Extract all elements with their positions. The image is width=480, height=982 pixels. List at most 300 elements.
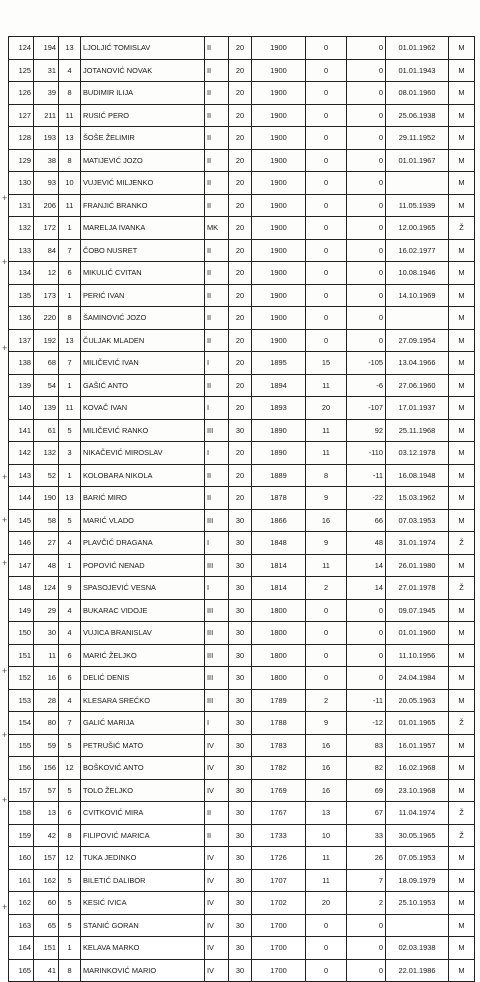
cell-k-factor: 30 xyxy=(229,802,252,825)
cell-id-number: 31 xyxy=(34,59,59,82)
cell-category: I xyxy=(205,712,229,735)
cell-row-number: 153 xyxy=(9,689,34,712)
cell-games: 0 xyxy=(306,82,347,105)
cell-rating: 1800 xyxy=(252,599,306,622)
cell-rating-change: 0 xyxy=(347,127,386,150)
cell-rating: 1769 xyxy=(252,779,306,802)
cell-rating-change: 0 xyxy=(347,37,386,60)
table-row xyxy=(9,172,475,195)
cell-player-name: KLESARA SREĆKO xyxy=(81,689,205,712)
cell-player-name: MARINKOVIĆ MARIO xyxy=(81,959,205,982)
cell-id-number: 29 xyxy=(34,599,59,622)
cell-club-number: 6 xyxy=(59,802,81,825)
cell-birth-date xyxy=(386,307,449,330)
cell-k-factor: 20 xyxy=(229,397,252,420)
cell-rating-change: 0 xyxy=(347,262,386,285)
cell-k-factor: 30 xyxy=(229,712,252,735)
cell-birth-date: 10.08.1946 xyxy=(386,262,449,285)
cell-category: IV xyxy=(205,914,229,937)
cell-rating: 1893 xyxy=(252,397,306,420)
cell-id-number: 28 xyxy=(34,689,59,712)
table-row xyxy=(9,149,475,172)
cell-club-number: 13 xyxy=(59,487,81,510)
cell-birth-date: 15.03.1962 xyxy=(386,487,449,510)
cell-rating: 1800 xyxy=(252,667,306,690)
cell-birth-date: 24.04.1984 xyxy=(386,667,449,690)
cell-category: III xyxy=(205,667,229,690)
cell-category: II xyxy=(205,194,229,217)
margin-mark: + xyxy=(2,472,8,482)
cell-row-number: 161 xyxy=(9,869,34,892)
cell-games: 13 xyxy=(306,802,347,825)
cell-rating: 1900 xyxy=(252,194,306,217)
cell-rating-change: 0 xyxy=(347,104,386,127)
cell-gender: M xyxy=(449,194,475,217)
cell-games: 16 xyxy=(306,757,347,780)
cell-birth-date: 27.01.1978 xyxy=(386,577,449,600)
cell-row-number: 140 xyxy=(9,397,34,420)
cell-games: 16 xyxy=(306,509,347,532)
cell-games: 8 xyxy=(306,464,347,487)
cell-k-factor: 30 xyxy=(229,779,252,802)
cell-player-name: TUKA JEDINKO xyxy=(81,847,205,870)
cell-games: 2 xyxy=(306,689,347,712)
cell-k-factor: 20 xyxy=(229,307,252,330)
cell-rating-change: 83 xyxy=(347,734,386,757)
cell-rating-change: -110 xyxy=(347,442,386,465)
cell-player-name: RUSIĆ PERO xyxy=(81,104,205,127)
cell-rating-change: -105 xyxy=(347,352,386,375)
cell-rating: 1894 xyxy=(252,374,306,397)
cell-club-number: 5 xyxy=(59,779,81,802)
cell-rating-change: 66 xyxy=(347,509,386,532)
cell-player-name: TOLO ŽELJKO xyxy=(81,779,205,802)
cell-category: II xyxy=(205,149,229,172)
cell-id-number: 68 xyxy=(34,352,59,375)
cell-gender: M xyxy=(449,734,475,757)
cell-category: IV xyxy=(205,757,229,780)
cell-player-name: GAŠIĆ ANTO xyxy=(81,374,205,397)
margin-mark: + xyxy=(2,515,8,525)
cell-rating: 1900 xyxy=(252,329,306,352)
cell-games: 10 xyxy=(306,824,347,847)
cell-id-number: 132 xyxy=(34,442,59,465)
table-row xyxy=(9,532,475,555)
cell-rating: 1889 xyxy=(252,464,306,487)
cell-id-number: 162 xyxy=(34,869,59,892)
cell-id-number: 193 xyxy=(34,127,59,150)
cell-gender: M xyxy=(449,374,475,397)
cell-k-factor: 20 xyxy=(229,464,252,487)
cell-category: IV xyxy=(205,779,229,802)
cell-gender: M xyxy=(449,284,475,307)
cell-category: III xyxy=(205,599,229,622)
cell-birth-date: 20.05.1963 xyxy=(386,689,449,712)
table-row xyxy=(9,712,475,735)
cell-rating: 1814 xyxy=(252,577,306,600)
cell-row-number: 136 xyxy=(9,307,34,330)
cell-id-number: 58 xyxy=(34,509,59,532)
cell-k-factor: 20 xyxy=(229,149,252,172)
cell-k-factor: 20 xyxy=(229,239,252,262)
cell-id-number: 192 xyxy=(34,329,59,352)
cell-rating: 1800 xyxy=(252,644,306,667)
cell-k-factor: 30 xyxy=(229,757,252,780)
cell-id-number: 220 xyxy=(34,307,59,330)
cell-player-name: MILIČEVIĆ RANKO xyxy=(81,419,205,442)
cell-category: II xyxy=(205,464,229,487)
cell-club-number: 5 xyxy=(59,509,81,532)
cell-games: 0 xyxy=(306,667,347,690)
cell-player-name: MILIČEVIĆ IVAN xyxy=(81,352,205,375)
cell-id-number: 61 xyxy=(34,419,59,442)
cell-birth-date: 27.06.1960 xyxy=(386,374,449,397)
cell-id-number: 80 xyxy=(34,712,59,735)
cell-birth-date: 09.07.1945 xyxy=(386,599,449,622)
cell-birth-date: 03.12.1978 xyxy=(386,442,449,465)
cell-club-number: 1 xyxy=(59,937,81,960)
cell-club-number: 1 xyxy=(59,464,81,487)
cell-birth-date: 29.11.1952 xyxy=(386,127,449,150)
cell-id-number: 93 xyxy=(34,172,59,195)
cell-player-name: JOTANOVIĆ NOVAK xyxy=(81,59,205,82)
cell-id-number: 42 xyxy=(34,824,59,847)
cell-category: II xyxy=(205,262,229,285)
cell-rating: 1767 xyxy=(252,802,306,825)
cell-club-number: 13 xyxy=(59,37,81,60)
cell-row-number: 147 xyxy=(9,554,34,577)
cell-rating: 1900 xyxy=(252,127,306,150)
cell-gender: Ž xyxy=(449,532,475,555)
cell-row-number: 155 xyxy=(9,734,34,757)
table-row xyxy=(9,374,475,397)
cell-rating-change: 67 xyxy=(347,802,386,825)
cell-club-number: 5 xyxy=(59,892,81,915)
cell-row-number: 137 xyxy=(9,329,34,352)
cell-row-number: 129 xyxy=(9,149,34,172)
cell-player-name: BARIĆ MIRO xyxy=(81,487,205,510)
table-row xyxy=(9,667,475,690)
cell-rating: 1726 xyxy=(252,847,306,870)
cell-club-number: 4 xyxy=(59,599,81,622)
cell-rating: 1900 xyxy=(252,239,306,262)
cell-birth-date: 16.08.1948 xyxy=(386,464,449,487)
cell-club-number: 7 xyxy=(59,239,81,262)
cell-rating-change: 14 xyxy=(347,554,386,577)
table-row xyxy=(9,509,475,532)
cell-games: 0 xyxy=(306,959,347,982)
cell-games: 2 xyxy=(306,577,347,600)
cell-row-number: 158 xyxy=(9,802,34,825)
cell-k-factor: 30 xyxy=(229,667,252,690)
table-row xyxy=(9,104,475,127)
cell-games: 0 xyxy=(306,172,347,195)
cell-gender: Ž xyxy=(449,824,475,847)
table-row xyxy=(9,284,475,307)
cell-games: 0 xyxy=(306,149,347,172)
cell-club-number: 11 xyxy=(59,194,81,217)
table-row xyxy=(9,599,475,622)
cell-birth-date: 01.01.1943 xyxy=(386,59,449,82)
cell-player-name: POPOVIĆ NENAD xyxy=(81,554,205,577)
cell-gender: M xyxy=(449,104,475,127)
cell-birth-date: 01.01.1967 xyxy=(386,149,449,172)
cell-gender: M xyxy=(449,352,475,375)
cell-row-number: 150 xyxy=(9,622,34,645)
cell-id-number: 211 xyxy=(34,104,59,127)
cell-club-number: 1 xyxy=(59,217,81,240)
cell-games: 0 xyxy=(306,599,347,622)
cell-category: II xyxy=(205,59,229,82)
cell-rating-change: 0 xyxy=(347,667,386,690)
table-row xyxy=(9,644,475,667)
cell-rating: 1900 xyxy=(252,217,306,240)
cell-club-number: 5 xyxy=(59,419,81,442)
cell-club-number: 4 xyxy=(59,532,81,555)
cell-games: 0 xyxy=(306,644,347,667)
table-row xyxy=(9,217,475,240)
cell-category: II xyxy=(205,824,229,847)
table-row xyxy=(9,194,475,217)
cell-row-number: 159 xyxy=(9,824,34,847)
cell-id-number: 54 xyxy=(34,374,59,397)
cell-category: I xyxy=(205,532,229,555)
cell-rating-change: 48 xyxy=(347,532,386,555)
cell-gender: M xyxy=(449,127,475,150)
cell-birth-date: 27.09.1954 xyxy=(386,329,449,352)
cell-rating-change: 0 xyxy=(347,914,386,937)
cell-club-number: 8 xyxy=(59,307,81,330)
table-row xyxy=(9,37,475,60)
cell-player-name: FILIPOVIĆ MARICA xyxy=(81,824,205,847)
cell-club-number: 12 xyxy=(59,847,81,870)
cell-gender: M xyxy=(449,892,475,915)
cell-rating-change: -22 xyxy=(347,487,386,510)
table-row xyxy=(9,734,475,757)
player-rating-table xyxy=(8,36,475,982)
cell-k-factor: 30 xyxy=(229,824,252,847)
cell-id-number: 30 xyxy=(34,622,59,645)
cell-k-factor: 20 xyxy=(229,442,252,465)
cell-birth-date: 25.06.1938 xyxy=(386,104,449,127)
cell-gender: M xyxy=(449,487,475,510)
cell-gender: Ž xyxy=(449,217,475,240)
cell-birth-date: 22.01.1986 xyxy=(386,959,449,982)
cell-id-number: 57 xyxy=(34,779,59,802)
cell-id-number: 206 xyxy=(34,194,59,217)
cell-rating-change: 33 xyxy=(347,824,386,847)
cell-id-number: 172 xyxy=(34,217,59,240)
table-row xyxy=(9,622,475,645)
cell-games: 20 xyxy=(306,892,347,915)
cell-games: 9 xyxy=(306,487,347,510)
cell-category: IV xyxy=(205,847,229,870)
cell-player-name: FRANJIĆ BRANKO xyxy=(81,194,205,217)
cell-category: II xyxy=(205,487,229,510)
cell-k-factor: 20 xyxy=(229,37,252,60)
cell-club-number: 8 xyxy=(59,82,81,105)
cell-id-number: 39 xyxy=(34,82,59,105)
cell-player-name: PERIĆ IVAN xyxy=(81,284,205,307)
cell-row-number: 160 xyxy=(9,847,34,870)
cell-player-name: BUKARAC VIDOJE xyxy=(81,599,205,622)
cell-birth-date: 14.10.1969 xyxy=(386,284,449,307)
cell-club-number: 13 xyxy=(59,329,81,352)
cell-category: II xyxy=(205,374,229,397)
cell-rating: 1782 xyxy=(252,757,306,780)
cell-games: 11 xyxy=(306,554,347,577)
cell-rating-change: 0 xyxy=(347,82,386,105)
cell-games: 11 xyxy=(306,869,347,892)
cell-player-name: ŠOŠE ŽELIMIR xyxy=(81,127,205,150)
cell-club-number: 9 xyxy=(59,577,81,600)
cell-gender: M xyxy=(449,329,475,352)
cell-gender: M xyxy=(449,644,475,667)
cell-gender: M xyxy=(449,59,475,82)
cell-k-factor: 30 xyxy=(229,644,252,667)
cell-id-number: 60 xyxy=(34,892,59,915)
cell-row-number: 157 xyxy=(9,779,34,802)
cell-rating-change: 82 xyxy=(347,757,386,780)
cell-row-number: 134 xyxy=(9,262,34,285)
cell-row-number: 165 xyxy=(9,959,34,982)
cell-rating-change: 0 xyxy=(347,217,386,240)
cell-games: 16 xyxy=(306,779,347,802)
cell-club-number: 6 xyxy=(59,262,81,285)
cell-rating: 1900 xyxy=(252,37,306,60)
cell-category: II xyxy=(205,329,229,352)
table-row xyxy=(9,847,475,870)
cell-rating: 1789 xyxy=(252,689,306,712)
cell-rating-change: -6 xyxy=(347,374,386,397)
cell-rating: 1707 xyxy=(252,869,306,892)
cell-row-number: 152 xyxy=(9,667,34,690)
cell-club-number: 4 xyxy=(59,622,81,645)
cell-k-factor: 30 xyxy=(229,734,252,757)
cell-row-number: 144 xyxy=(9,487,34,510)
cell-player-name: STANIĆ GORAN xyxy=(81,914,205,937)
cell-rating-change: 0 xyxy=(347,329,386,352)
cell-player-name: KESIĆ IVICA xyxy=(81,892,205,915)
cell-club-number: 5 xyxy=(59,734,81,757)
cell-category: II xyxy=(205,82,229,105)
cell-gender: M xyxy=(449,82,475,105)
cell-gender: M xyxy=(449,509,475,532)
cell-row-number: 124 xyxy=(9,37,34,60)
cell-club-number: 8 xyxy=(59,959,81,982)
cell-row-number: 126 xyxy=(9,82,34,105)
table-row xyxy=(9,82,475,105)
cell-id-number: 27 xyxy=(34,532,59,555)
cell-category: I xyxy=(205,577,229,600)
cell-category: IV xyxy=(205,937,229,960)
cell-row-number: 154 xyxy=(9,712,34,735)
cell-k-factor: 20 xyxy=(229,374,252,397)
cell-k-factor: 20 xyxy=(229,217,252,240)
cell-k-factor: 30 xyxy=(229,892,252,915)
cell-player-name: GALIĆ MARIJA xyxy=(81,712,205,735)
cell-gender: M xyxy=(449,239,475,262)
cell-rating-change: 0 xyxy=(347,149,386,172)
cell-rating: 1866 xyxy=(252,509,306,532)
cell-gender: M xyxy=(449,757,475,780)
cell-club-number: 5 xyxy=(59,869,81,892)
cell-category: II xyxy=(205,37,229,60)
table-row xyxy=(9,554,475,577)
table-row xyxy=(9,689,475,712)
cell-rating: 1900 xyxy=(252,284,306,307)
cell-rating: 1783 xyxy=(252,734,306,757)
table-row xyxy=(9,937,475,960)
cell-gender: M xyxy=(449,937,475,960)
cell-row-number: 135 xyxy=(9,284,34,307)
cell-player-name: ŠAMINOVIĆ JOZO xyxy=(81,307,205,330)
cell-birth-date: 07.05.1953 xyxy=(386,847,449,870)
cell-row-number: 138 xyxy=(9,352,34,375)
table-row xyxy=(9,869,475,892)
cell-player-name: BUDIMIR ILIJA xyxy=(81,82,205,105)
cell-id-number: 84 xyxy=(34,239,59,262)
table-row xyxy=(9,802,475,825)
cell-rating-change: -11 xyxy=(347,689,386,712)
cell-id-number: 52 xyxy=(34,464,59,487)
cell-birth-date: 30.05.1965 xyxy=(386,824,449,847)
cell-birth-date: 01.01.1960 xyxy=(386,622,449,645)
cell-rating-change: 0 xyxy=(347,937,386,960)
cell-rating: 1700 xyxy=(252,914,306,937)
cell-id-number: 124 xyxy=(34,577,59,600)
cell-games: 0 xyxy=(306,937,347,960)
cell-club-number: 4 xyxy=(59,59,81,82)
table-row xyxy=(9,262,475,285)
table-row xyxy=(9,397,475,420)
cell-gender: M xyxy=(449,779,475,802)
cell-category: III xyxy=(205,644,229,667)
cell-rating-change: -107 xyxy=(347,397,386,420)
cell-player-name: ČULJAK MLADEN xyxy=(81,329,205,352)
table-row xyxy=(9,892,475,915)
cell-birth-date: 01.01.1962 xyxy=(386,37,449,60)
cell-rating: 1890 xyxy=(252,419,306,442)
cell-k-factor: 30 xyxy=(229,689,252,712)
cell-k-factor: 20 xyxy=(229,284,252,307)
cell-birth-date: 02.03.1938 xyxy=(386,937,449,960)
table-row xyxy=(9,59,475,82)
table-row xyxy=(9,419,475,442)
cell-row-number: 132 xyxy=(9,217,34,240)
cell-id-number: 38 xyxy=(34,149,59,172)
cell-club-number: 3 xyxy=(59,442,81,465)
cell-games: 15 xyxy=(306,352,347,375)
cell-row-number: 130 xyxy=(9,172,34,195)
cell-gender: M xyxy=(449,419,475,442)
cell-category: MK xyxy=(205,217,229,240)
cell-games: 0 xyxy=(306,622,347,645)
cell-id-number: 65 xyxy=(34,914,59,937)
cell-player-name: NIKAČEVIĆ MIROSLAV xyxy=(81,442,205,465)
cell-rating: 1814 xyxy=(252,554,306,577)
cell-row-number: 143 xyxy=(9,464,34,487)
cell-player-name: BILETIĆ DALIBOR xyxy=(81,869,205,892)
cell-rating: 1878 xyxy=(252,487,306,510)
cell-player-name: LJOLJIĆ TOMISLAV xyxy=(81,37,205,60)
cell-player-name: VUJICA BRANISLAV xyxy=(81,622,205,645)
cell-player-name: PLAVČIĆ DRAGANA xyxy=(81,532,205,555)
cell-games: 0 xyxy=(306,127,347,150)
cell-birth-date: 16.02.1977 xyxy=(386,239,449,262)
margin-mark: + xyxy=(2,257,8,267)
cell-rating: 1900 xyxy=(252,104,306,127)
